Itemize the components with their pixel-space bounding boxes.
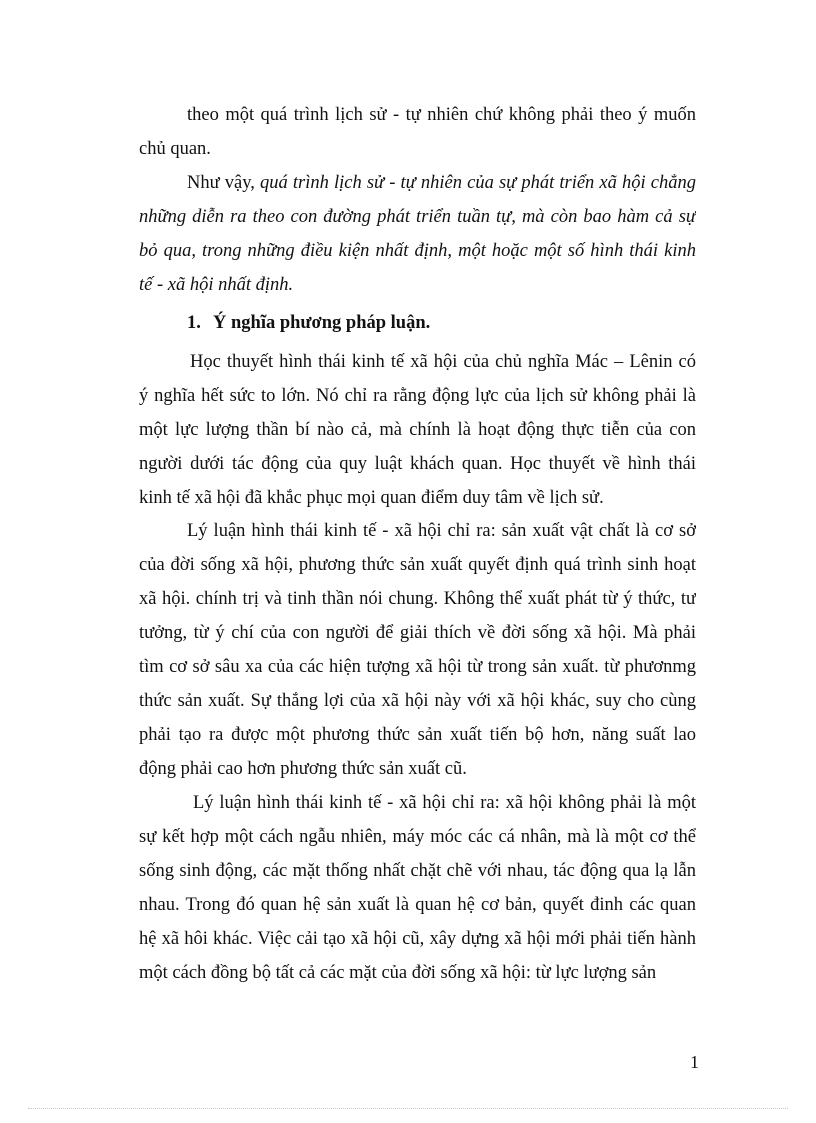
page-number: 1 xyxy=(690,1052,699,1072)
page-bottom-divider xyxy=(28,1108,788,1109)
text-line: xã hội. chính trị và tinh thần nói chung. Không thể xuất phát từ ý thức, tư xyxy=(139,589,696,609)
text-line: sống sinh động, các mặt thống nhất chặt chẽ với nhau, tác động qua lạ lẫn xyxy=(139,861,696,881)
text-line: động phải cao hơn phương thức sản xuất cũ. xyxy=(139,759,467,779)
text-line: nhau. Trong đó quan hệ sản xuất là quan hệ cơ bản, quyết đinh các quan xyxy=(139,895,696,915)
heading-number: 1. xyxy=(187,313,201,333)
italic-text-line: những diễn ra theo con đường phát triển tuần tự, mà còn bao hàm cả sự xyxy=(139,207,696,227)
text-line: thức sản xuất. Sự thắng lợi của xã hội này với xã hội khác, suy cho cùng xyxy=(139,691,696,711)
text-line: tìm cơ sở sâu xa của các hiện tượng xã hội từ trong sản xuất. từ phươnmg xyxy=(139,657,696,677)
text-line: hệ xã hôi khác. Việc cải tạo xã hội cũ, xây dựng xã hội mới phải tiến hành xyxy=(139,929,696,949)
text-line: sự kết hợp một cách ngẫu nhiên, máy móc các cá nhân, mà là một cơ thể xyxy=(139,827,696,847)
text-line: người dưới tác động của quy luật khách quan. Học thuyết về hình thái xyxy=(139,454,696,474)
text-line: tưởng, từ ý chí của con người để giải thích về đời sống xã hội. Mà phải xyxy=(139,623,696,643)
text-line: Học thuyết hình thái kinh tế xã hội của chủ nghĩa Mác – Lênin có xyxy=(190,352,696,372)
text-line: chủ quan. xyxy=(139,139,211,159)
text-line: theo một quá trình lịch sử - tự nhiên chứ không phải theo ý muốn xyxy=(187,105,696,125)
italic-text-line: tế - xã hội nhất định. xyxy=(139,275,294,295)
text-line: của đời sống xã hội, phương thức sản xuất quyết định quá trình sinh hoạt xyxy=(139,555,696,575)
text-line: một lực lượng thần bí nào cả, mà chính là hoạt động thực tiễn của con xyxy=(139,420,696,440)
text-line: ý nghĩa hết sức to lớn. Nó chỉ ra rằng động lực của lịch sử không phải là xyxy=(139,386,696,406)
heading-title: Ý nghĩa phương pháp luận. xyxy=(213,313,431,333)
italic-paragraph-first-line xyxy=(187,166,696,200)
section-heading xyxy=(187,306,430,340)
italic-text: quá trình lịch sử - tự nhiên của sự phát triển xã hội chẳng xyxy=(260,173,696,193)
text-line: phải tạo ra được một phương thức sản xuất tiến bộ hơn, năng suất lao xyxy=(139,725,696,745)
text-line: một cách đồng bộ tất cả các mặt của đời sống xã hội: từ lực lượng sản xyxy=(139,963,657,983)
paragraph-lead-in: Như vậy, xyxy=(187,173,261,193)
text-line: Lý luận hình thái kinh tế - xã hội chỉ ra: sản xuất vật chất là cơ sở xyxy=(187,521,696,541)
italic-text-line: bỏ qua, trong những điều kiện nhất định, một hoặc một số hình thái kinh xyxy=(139,241,696,261)
text-line: kinh tế xã hội đã khắc phục mọi quan điểm duy tâm về lịch sử. xyxy=(139,488,604,508)
text-line: Lý luận hình thái kinh tế - xã hội chỉ ra: xã hội không phải là một xyxy=(193,793,696,813)
